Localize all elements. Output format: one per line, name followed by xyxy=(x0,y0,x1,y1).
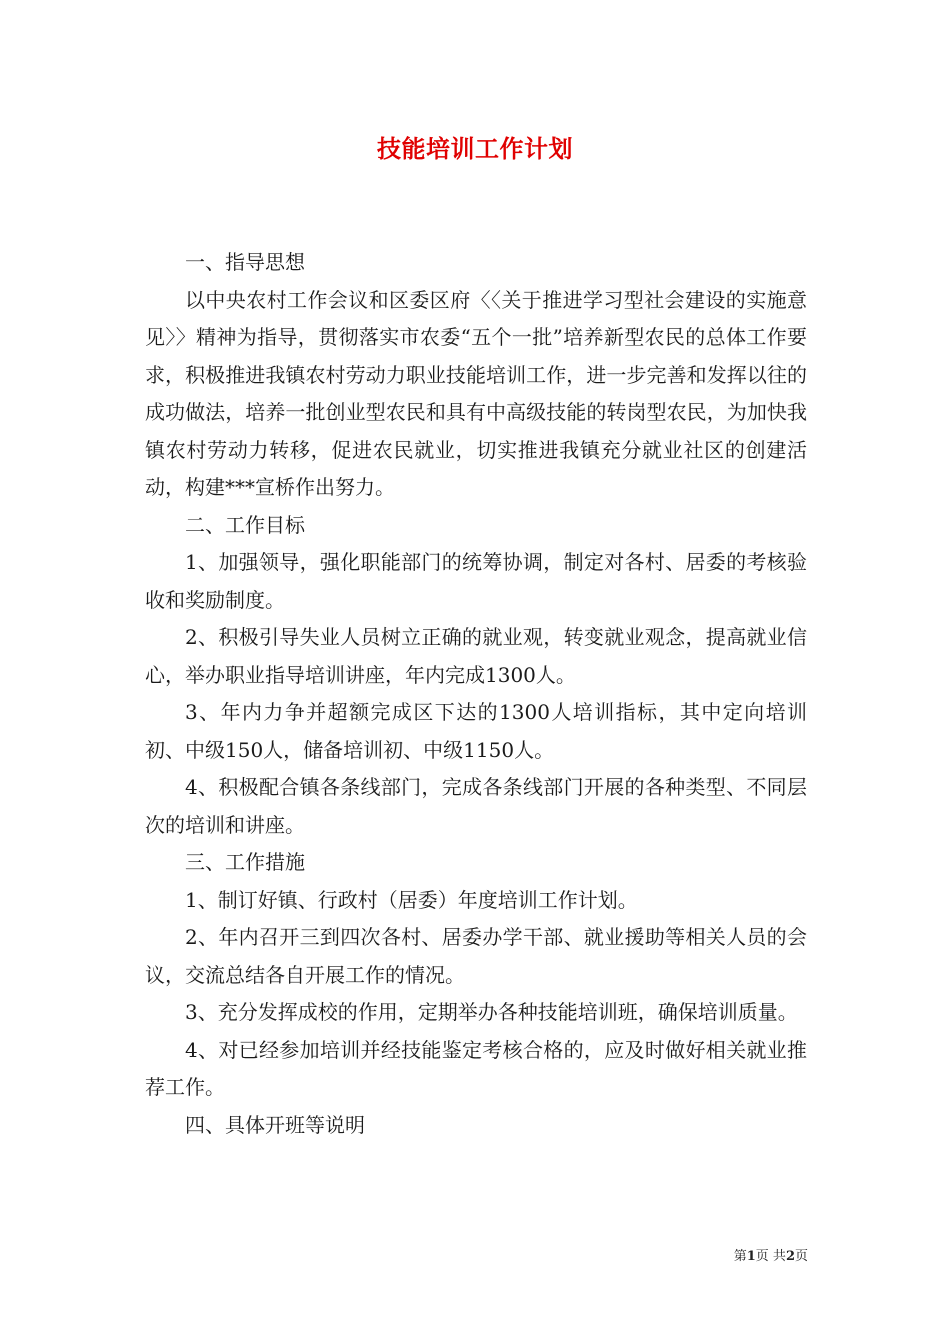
footer-suffix: 页 xyxy=(794,1249,808,1264)
document-body xyxy=(145,244,807,1144)
footer-middle: 页 共 xyxy=(755,1249,786,1264)
footer-prefix: 第 xyxy=(733,1249,747,1264)
goal-item-2: 2、积极引导失业人员树立正确的就业观，转变就业观念，提高就业信心，举办职业指导培训讲座，年内完成1300人。 xyxy=(145,625,807,687)
goal-item-3: 3、年内力争并超额完成区下达的1300人培训指标，其中定向培训初、中级150人，储备培训初、中级1150人。 xyxy=(145,700,807,762)
section-heading-guiding-thought: 一、指导思想 xyxy=(185,250,305,274)
measure-item-2: 2、年内召开三到四次各村、居委办学干部、就业援助等相关人员的会议，交流总结各自开展工作的情况。 xyxy=(145,925,807,987)
measure-item-3: 3、充分发挥成校的作用，定期举办各种技能培训班，确保培训质量。 xyxy=(185,1000,798,1024)
footer-current-page: 1 xyxy=(746,1249,756,1264)
goal-item-1: 1、加强领导，强化职能部门的统筹协调，制定对各村、居委的考核验收和奖励制度。 xyxy=(145,550,807,612)
section-heading-class-details: 四、具体开班等说明 xyxy=(185,1112,365,1137)
document-title: 技能培训工作计划 xyxy=(377,134,573,163)
measure-item-4: 4、对已经参加培训并经技能鉴定考核合格的，应及时做好相关就业推荐工作。 xyxy=(145,1037,807,1099)
goal-item-4: 4、积极配合镇各条线部门，完成各条线部门开展的各种类型、不同层次的培训和讲座。 xyxy=(145,775,807,837)
paragraph-guiding-thought: 以中央农村工作会议和区委区府〈〈关于推进学习型社会建设的实施意见〉〉精神为指导，贯彻落实市农委“五个一批”培养新型农民的总体工作要求，积极推进我镇农村劳动力职业技能培训工作，进一步完善和发挥以往的成功做法，培养一批创业型农民和具有中高级技能的转岗型农民，为加快我镇农村劳动力转移，促进农民就业，切实推进我镇充分就业社区的创建活动，构建***宣桥作出努力。 xyxy=(145,287,807,499)
section-heading-work-measures: 三、工作措施 xyxy=(185,850,305,874)
footer-total-pages: 2 xyxy=(785,1249,795,1264)
measure-item-1: 1、制订好镇、行政村（居委）年度培训工作计划。 xyxy=(185,887,638,912)
page-number-footer xyxy=(734,1248,808,1266)
section-heading-work-goals: 二、工作目标 xyxy=(185,512,305,537)
